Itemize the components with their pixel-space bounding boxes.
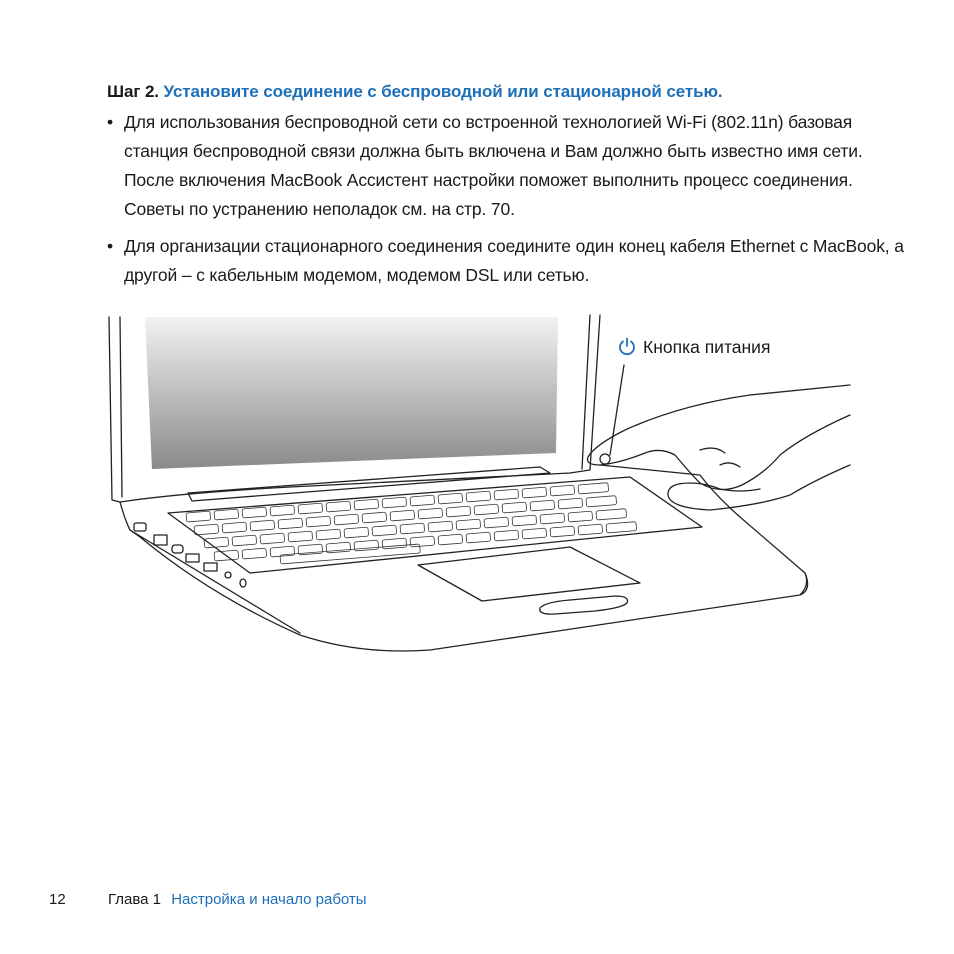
bullet-text: Для организации стационарного соединения соедините один конец кабеля Ethernet с MacBook, а другой – с кабельным модемом, модемом DSL или сетью. bbox=[124, 236, 904, 285]
latch bbox=[540, 596, 628, 614]
step-heading bbox=[107, 80, 907, 104]
port-audio bbox=[225, 572, 231, 578]
power-icon bbox=[617, 337, 637, 357]
keyboard-keys bbox=[186, 483, 637, 564]
base-outline bbox=[120, 465, 808, 651]
port-usb-1 bbox=[186, 554, 199, 562]
callout-leader bbox=[610, 365, 624, 455]
bullet-dot: • bbox=[107, 112, 113, 132]
power-button-callout bbox=[617, 335, 770, 359]
trackpad bbox=[418, 547, 640, 601]
step-label: Шаг 2. bbox=[107, 82, 159, 101]
callout-label: Кнопка питания bbox=[643, 337, 771, 357]
port-magsafe bbox=[134, 523, 146, 531]
screen bbox=[145, 317, 558, 469]
hinge bbox=[188, 467, 550, 501]
section-title: Настройка и начало работы bbox=[171, 891, 367, 908]
port-usb-2 bbox=[204, 563, 217, 571]
page-number: 12 bbox=[49, 891, 66, 908]
port-ethernet bbox=[154, 535, 167, 545]
bullet-item-wifi bbox=[107, 108, 907, 224]
bullet-text: Для использования беспроводной сети со встроенной технологией Wi-Fi (802.11n) базовая станция беспроводной связи должна быть включена и Вам должно быть известно имя сети. После включения MacBook Ассистент настройки поможет выполнить процесс соединения. Советы по устранению неполадок см. на стр. 70. bbox=[124, 112, 863, 219]
bullet-dot: • bbox=[107, 236, 113, 256]
bullet-item-ethernet bbox=[107, 232, 907, 290]
power-button bbox=[600, 454, 610, 464]
port-indicator bbox=[240, 579, 246, 587]
footer-chapter bbox=[108, 890, 367, 910]
port-minidp bbox=[172, 545, 183, 553]
step-title: Установите соединение с беспроводной или стационарной сетью. bbox=[163, 82, 723, 101]
thumb bbox=[668, 465, 850, 510]
chapter-label: Глава 1 bbox=[108, 891, 162, 908]
hand bbox=[588, 385, 851, 490]
macbook-illustration bbox=[100, 305, 860, 665]
